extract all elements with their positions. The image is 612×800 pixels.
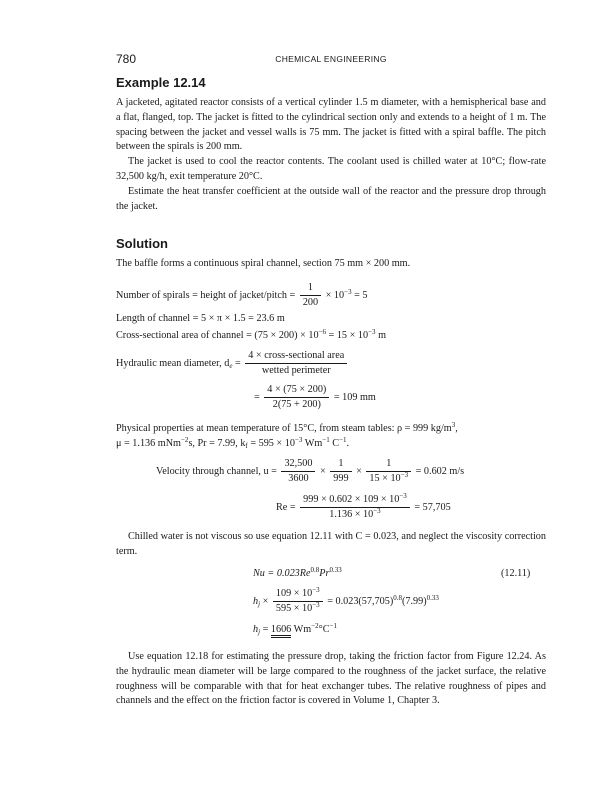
page-header [116,52,546,68]
hj-equation: $h_j$ × $\frac{109 \times 10^{-3}}{595 \times 10^{-3}}$ = $0.023(57,705)^{0.8}(7.99)^{0.33}$ [253,586,439,614]
spirals-equation: Number of spirals = height of jacket/pitch = $\frac{1}{200}$ × $10^{-3} = 5$ [116,282,368,308]
hydraulic-fraction: $\frac{\text{4 × cross-sectional area}}{\text{wetted perimeter}}$ [245,350,347,377]
nusselt-equation: $Nu = 0.023Re^{0.8}Pr^{0.33}$ [253,566,342,579]
running-title: CHEMICAL ENGINEERING [275,54,387,64]
hydraulic-value-fraction: $\frac{4 \times (75 \times 200)}{2(75 + 200)}$ [264,384,329,411]
example-paragraph-1: A jacketed, agitated reactor consists of a vertical cylinder 1.5 m diameter, with a hemispherical base and a flat, flanged, top. The jacket is fitted to the cylindrical section only and extends to a height of 1 m. The spacing between the jacket and vessel walls is 75 mm. The jacket is fitted with a spiral baffle. The pitch between the spirals is 200 mm. [116,97,546,153]
hydraulic-diameter-equation: Hydraulic mean diameter, $d_e$ = $\frac{\text{4 × cross-sectional area}}{\text{wetted perimeter}}$ [116,350,349,377]
viscous-note: Chilled water is not viscous so use equation 12.11 with C = 0.023, and neglect the viscosity correction term. [116,531,546,557]
equation-number: (12.11) [501,568,531,579]
hj-result: $h_j = 1606$ $Wm^{-2}^\circ C^{-1}$ [253,622,337,636]
spirals-fraction: $\frac{1}{200}$ [300,282,321,309]
solution-title: Solution [116,236,168,251]
example-title: Example 12.14 [116,75,206,90]
hydraulic-diameter-result: = $\frac{4 \times (75 \times 200)}{2(75 + 200)}$ = 109 mm [254,384,376,410]
solution-intro: The baffle forms a continuous spiral channel, section 75 mm × 200 mm. [116,258,411,269]
hj-value: 1606 [271,624,291,638]
velocity-equation: Velocity through channel, u = $\frac{32,500}{3600}$ × $\frac{1}{999}$ × $\frac{1}{15 \times 10^{-3}}$ = 0.602 m/s [156,458,465,484]
reynolds-equation: Re = $\frac{999 \times 0.602 \times 109 \times 10^{-3}}{1.136 \times 10^{-3}}$ = 57,705 [276,492,451,520]
example-text [116,96,546,214]
page-number: 780 [116,52,137,66]
example-paragraph-3: Estimate the heat transfer coefficient at the outside wall of the reactor and the pressure drop through the jacket. [116,185,546,212]
physical-properties: Physical properties at mean temperature of 15°C, from steam tables: ρ = 999 $kg/m^3$, μ = 1.136 mNm$^{-2}$s, Pr = 7.99, $k_f = 595 \times 10^{-3}$ $Wm^{-1}$ $C^{-1}$. [116,421,458,450]
channel-length-line: Length of channel = 5 × π × 1.5 = 23.6 m [116,313,285,324]
cross-section-area-line: Cross-sectional area of channel = $(75 \times 200) \times 10^{-6} = 15 \times 10^{-3}$ m [116,328,386,341]
example-paragraph-2: The jacket is used to cool the reactor contents. The coolant used is chilled water at 10°C; flow-rate 32,500 kg/h, exit temperature 20°C. [116,156,546,182]
pressure-drop-paragraph: Use equation 12.18 for estimating the pressure drop, taking the friction factor from Figure 12.24. As the hydraulic mean diameter will be large compared to the roughness of the jacket surface, the relative roughness will be comparable with that for heat exchanger tubes. The relative roughness of pipes and channels and the effect on the friction factor is covered in Volume 1, Chapter 3. [116,651,546,707]
